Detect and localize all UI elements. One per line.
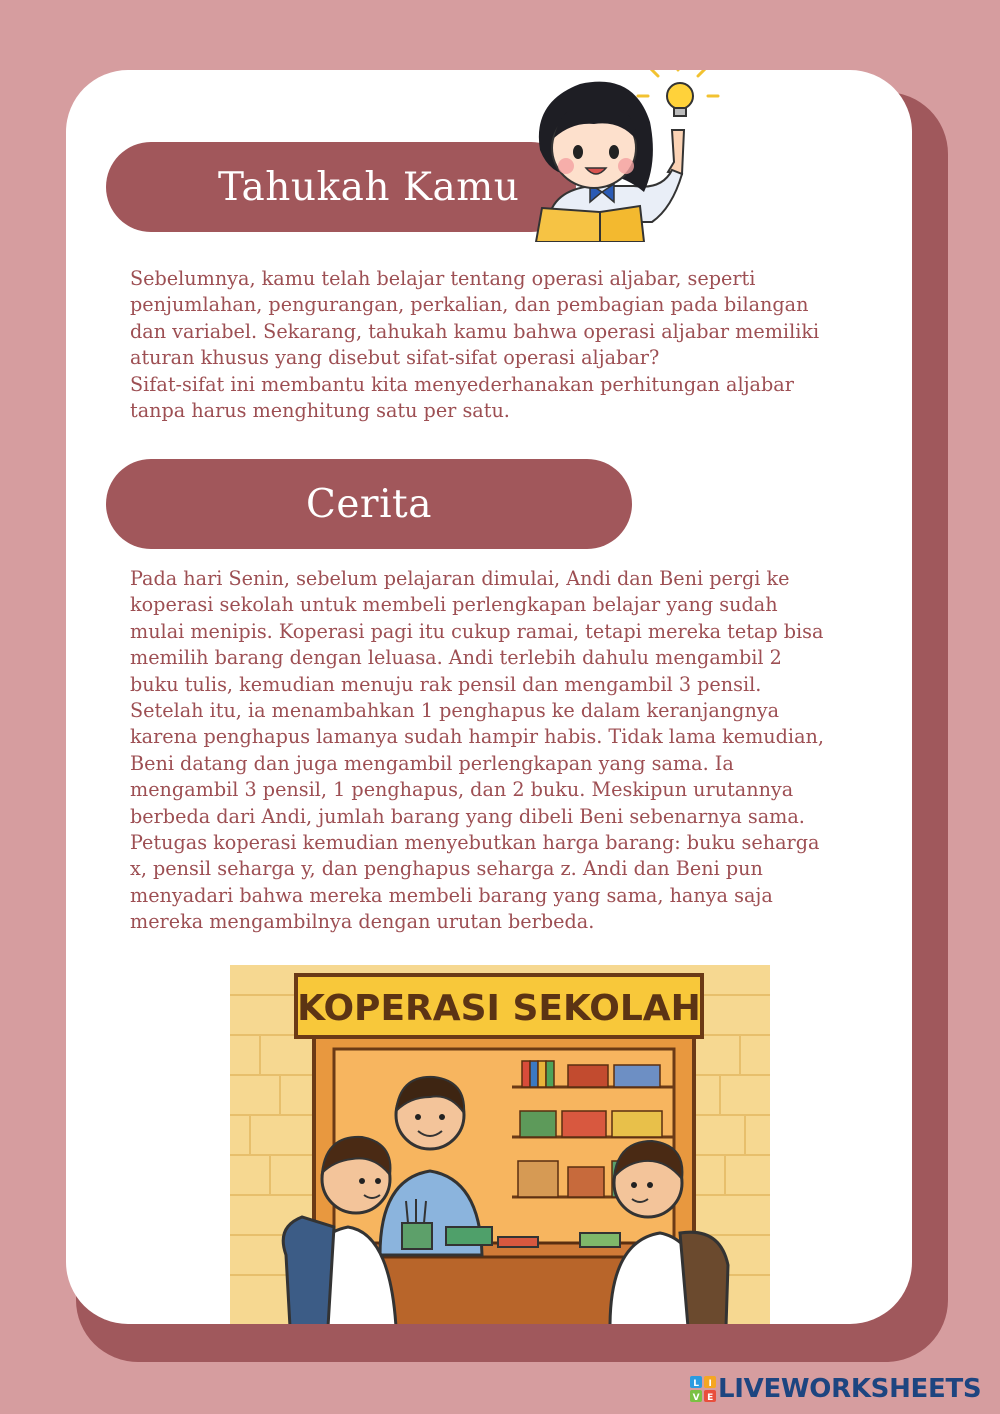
intro-paragraph: Sebelumnya, kamu telah belajar tentang operasi aljabar, seperti penjumlahan, pengurangan, perkalian, dan pembagian pada bilangan dan variabel. Sekarang, tahukah kamu bahwa operasi aljabar memiliki aturan khusus yang disebut sifat-sifat operasi aljabar? Sifat-sifat ini membantu kita menyederhanakan perhitungan aljabar tanpa harus menghitung satu per satu. xyxy=(130,267,820,423)
section-banner-cerita xyxy=(106,459,632,549)
svg-text:V: V xyxy=(692,1393,700,1402)
brand-name: LIVEWORKSHEETS xyxy=(718,1374,982,1404)
story-paragraph: Pada hari Senin, sebelum pelajaran dimulai, Andi dan Beni pergi ke koperasi sekolah untuk membeli perlengkapan belajar yang sudah mulai menipis. Koperasi pagi itu cukup ramai, tetapi mereka tetap bisa memilih barang dengan leluasa. Andi terlebih dahulu mengambil 2 buku tulis, kemudian menuju rak pensil dan mengambil 3 pensil. Setelah itu, ia menambahkan 1 penghapus ke dalam keranjangnya karena penghapus lamanya sudah hampir habis. Tidak lama kemudian, Beni datang dan juga mengambil perlengkapan yang sama. Ia mengambil 3 pensil, 1 penghapus, dan 2 buku. Meskipun urutannya berbeda dari Andi, jumlah barang yang dibeli Beni sebenarnya sama. Petugas koperasi kemudian menyebutkan harga barang: buku seharga x, pensil seharga y, dan penghapus seharga z. Andi dan Beni pun menyadari bahwa mereka membeli barang yang sama, hanya saja mereka mengambilnya dengan urutan berbeda. xyxy=(130,567,824,934)
shop-sign: KOPERASI SEKOLAH xyxy=(297,988,701,1029)
liveworksheets-brand[interactable] xyxy=(690,1375,981,1403)
worksheet-card xyxy=(66,70,912,1324)
section-banner-tahukah-kamu xyxy=(106,142,576,232)
svg-text:I: I xyxy=(708,1379,712,1389)
svg-text:E: E xyxy=(707,1393,713,1402)
liveworksheets-logo-icon xyxy=(690,1376,716,1402)
section-title: Tahukah Kamu xyxy=(218,164,520,210)
school-cooperative-illustration xyxy=(230,965,770,1324)
girl-idea-illustration xyxy=(522,70,722,242)
section-title: Cerita xyxy=(306,481,432,527)
svg-text:L: L xyxy=(693,1379,699,1389)
